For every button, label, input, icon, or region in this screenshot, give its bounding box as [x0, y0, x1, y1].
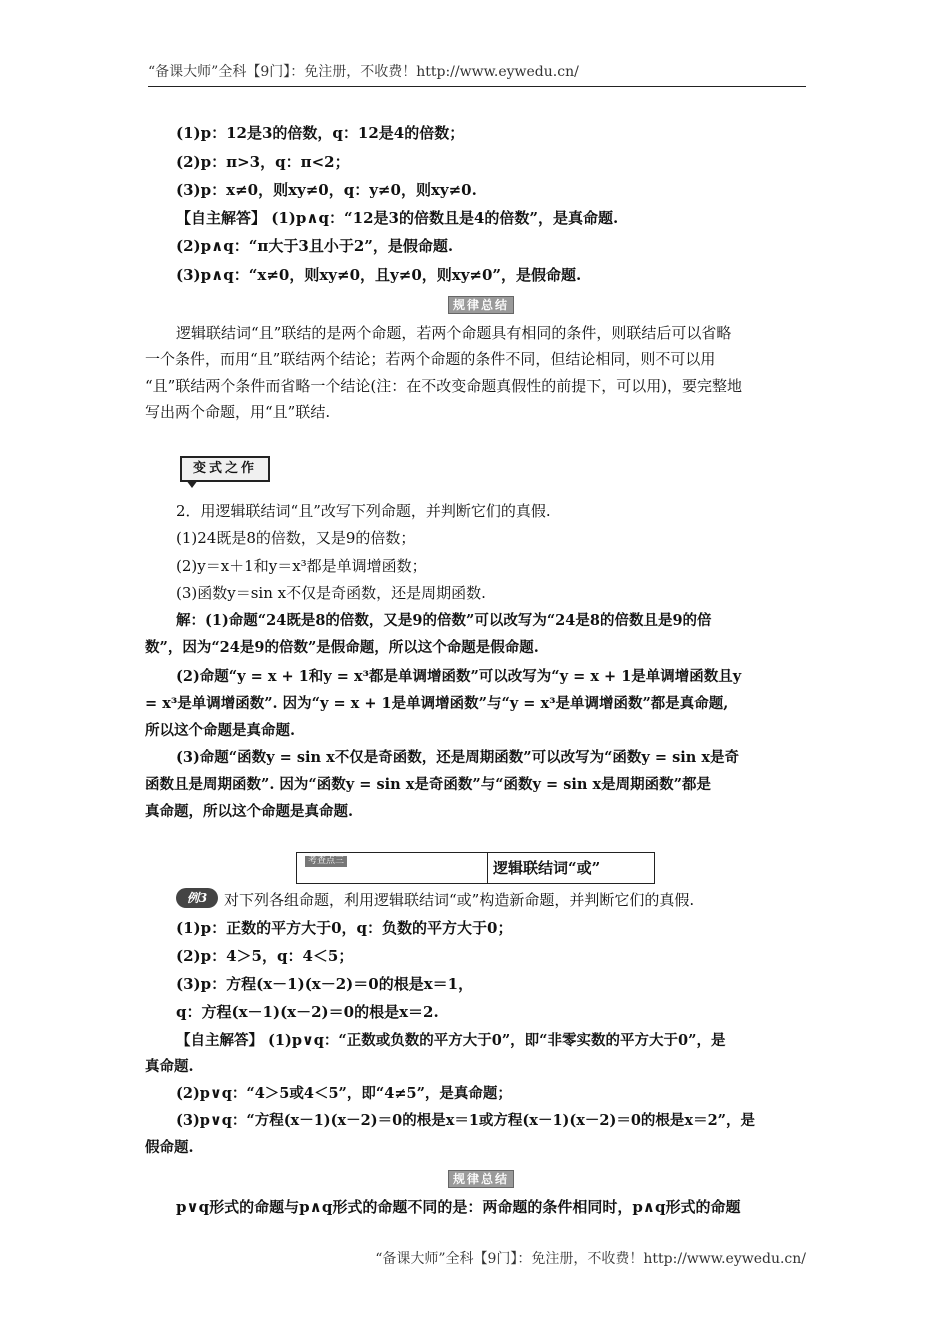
answer-line: (2)p∨q：“4＞5或4＜5”，即“4≠5”，是真命题；	[176, 1085, 512, 1102]
section-tag-cell	[297, 853, 488, 883]
exercise-item: (2)y＝x＋1和y＝x³都是单调增函数；	[176, 557, 427, 575]
answer-line: (3)p∧q：“x≠0，则xy≠0，且y≠0，则xy≠0”，是假命题.	[176, 266, 582, 284]
answer-line: (2)p∧q：“π大于3且小于2”，是假命题.	[176, 237, 454, 255]
page-header: “备课大师”全科【9门】：免注册，不收费！http://www.eywedu.cn/	[148, 62, 806, 87]
solution-line: (3)命题“函数y = sin x不仅是奇函数，还是周期函数”可以改写为“函数y = sin x是奇	[176, 749, 739, 766]
summary-badge: 规律总结	[448, 1170, 514, 1188]
variant-exercise-badge: 变式之作	[180, 456, 270, 482]
solution-line: 数”，因为“24是9的倍数”是假命题，所以这个命题是假命题.	[145, 639, 539, 656]
badge-pointer-icon	[186, 480, 198, 488]
section-tag: 考查点三	[305, 856, 347, 867]
example-item: (3)p：方程(x－1)(x－2)＝0的根是x＝1，	[176, 975, 474, 993]
solution-line: (2)命题“y = x + 1和y = x³都是单调增函数”可以改写为“y = x + 1是单调增函数且y	[176, 668, 742, 685]
summary-line: “且”联结两个条件而省略一个结论(注：在不改变命题真假性的前提下，可以用)，要完整地	[145, 377, 743, 395]
summary-line: 一个条件，而用“且”联结两个结论；若两个命题的条件不同，但结论相同，则不可以用	[145, 350, 716, 368]
summary-line: p∨q形式的命题与p∧q形式的命题不同的是：两命题的条件相同时，p∧q形式的命题	[176, 1198, 741, 1216]
example-item: (2)p：4＞5，q：4＜5；	[176, 947, 354, 965]
prop-line: (2)p：π>3，q：π<2；	[176, 153, 350, 171]
section-title: 逻辑联结词“或”	[493, 859, 601, 877]
answer-line: 【自主解答】 (1)p∧q：“12是3的倍数且是4的倍数”，是真命题.	[176, 209, 619, 227]
answer-line: 假命题.	[145, 1139, 194, 1156]
page-footer: “备课大师”全科【9门】：免注册，不收费！http://www.eywedu.cn/	[375, 1251, 806, 1267]
prop-line: (3)p：x≠0，则xy≠0，q：y≠0，则xy≠0.	[176, 181, 477, 199]
summary-badge: 规律总结	[448, 296, 514, 314]
exercise-item: (1)24既是8的倍数，又是9的倍数；	[176, 529, 416, 547]
answer-line: (3)p∨q：“方程(x－1)(x－2)＝0的根是x＝1或方程(x－1)(x－2)＝0的根是x＝2”，是	[176, 1112, 756, 1129]
prop-line: (1)p：12是3的倍数，q：12是4的倍数；	[176, 124, 465, 142]
example-badge: 例3	[176, 888, 218, 908]
summary-line: 写出两个命题，用“且”联结.	[145, 403, 331, 421]
exercise-title: 2．用逻辑联结词“且”改写下列命题，并判断它们的真假.	[176, 502, 551, 520]
exercise-item: (3)函数y＝sin x不仅是奇函数，还是周期函数.	[176, 584, 486, 602]
solution-line: 真命题，所以这个命题是真命题.	[145, 803, 354, 820]
solution-line: 函数且是周期函数”. 因为“函数y = sin x是奇函数”与“函数y = sin x是周期函数”都是	[145, 776, 711, 793]
solution-line: = x³是单调增函数”. 因为“y = x + 1是单调增函数”与“y = x³是单调增函数”都是真命题,	[145, 695, 729, 712]
summary-line: 逻辑联结词“且”联结的是两个命题，若两个命题具有相同的条件，则联结后可以省略	[176, 324, 732, 342]
answer-line: 【自主解答】 (1)p∨q：“正数或负数的平方大于0”，即“非零实数的平方大于0”，是	[176, 1032, 726, 1049]
example-intro: 对下列各组命题，利用逻辑联结词“或”构造新命题，并判断它们的真假.	[224, 891, 695, 909]
example-item: (1)p：正数的平方大于0，q：负数的平方大于0；	[176, 919, 513, 937]
example-item: q：方程(x－1)(x－2)＝0的根是x＝2.	[176, 1003, 439, 1021]
solution-line: 所以这个命题是真命题.	[145, 722, 296, 739]
section-heading-box	[296, 852, 655, 884]
solution-line: 解：(1)命题“24既是8的倍数，又是9的倍数”可以改写为“24是8的倍数且是9的倍	[176, 612, 712, 629]
answer-line: 真命题.	[145, 1058, 194, 1075]
